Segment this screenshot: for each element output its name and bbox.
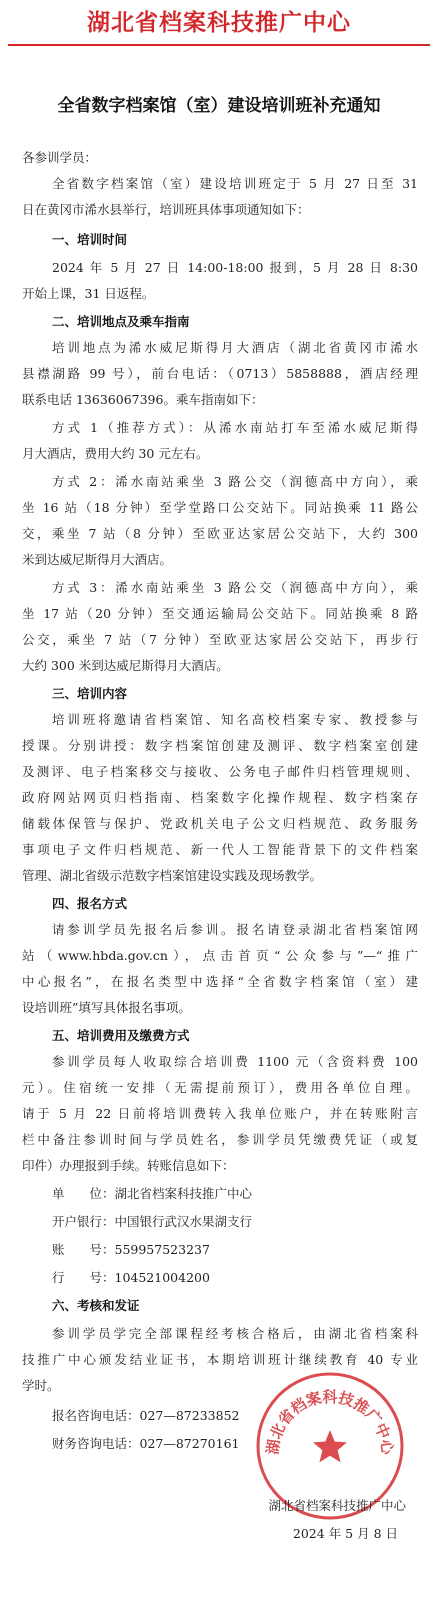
section-line: 及测评、电子档案移交与接收、公务电子邮件归档管理规则、 [22,764,418,779]
route-option-3: 坐 17 站（20 分钟）至交通运输局公交站下。同站换乘 8 路 [22,606,418,621]
intro-line: 全省数字档案馆（室）建设培训班定于 5 月 27 日至 31 [52,176,418,191]
account-unit: 单 位：湖北省档案科技推广中心 [52,1186,253,1201]
route-option-1: 月大酒店，费用大约 30 元左右。 [22,446,209,461]
section-line: 授课。分别讲授：数字档案馆创建及测评、数字档案室创建 [22,738,418,753]
notice-title: 全省数字档案馆（室）建设培训班补充通知 [57,96,381,116]
route-option-3: 大约 300 米到达威尼斯得月大酒店。 [22,658,229,673]
section-line: 请于 5 月 22 日前将培训费转入我单位账户，并在转账附言 [22,1106,418,1121]
letterhead-red-rule [8,44,430,46]
salutation: 各参训学员： [22,150,98,165]
section-line: 技推广中心颁发结业证书，本期培训班计继续教育 40 专业 [22,1352,418,1367]
section-line: 印件）办理报到手续。转账信息如下： [22,1158,235,1173]
section-line: 参训学员每人收取综合培训费 1100 元（含资料费 100 [52,1054,418,1069]
section-heading-location: 二、培训地点及乘车指南 [52,314,190,329]
section-line: 培训地点为浠水威尼斯得月大酒店（湖北省黄冈市浠水 [52,340,418,355]
route-option-1: 方式 1（推荐方式）：从浠水南站打车至浠水威尼斯得 [52,420,418,435]
account-number: 账 号：559957523237 [52,1242,210,1257]
letterhead-org-name: 湖北省档案科技推广中心 [87,10,351,36]
account-bank: 开户银行：中国银行武汉水果湖支行 [52,1214,253,1229]
section-line: 县襟湖路 99 号），前台电话：（0713）5858888，酒店经理 [22,366,418,381]
route-option-2: 交，乘坐 7 站（8 分钟）至欧亚达家居公交站下，大约 300 [22,526,418,541]
route-option-3: 公交，乘坐 7 站（7 分钟）至欧亚达家居公交站下，再步行 [22,632,418,647]
section-line: 设培训班”填写具体报名事项。 [22,1000,191,1015]
section-heading-fees: 五、培训费用及缴费方式 [52,1028,190,1043]
route-option-2: 坐 16 站（18 分钟）至学堂路口公交站下。同站换乘 11 路公 [22,500,418,515]
account-bank-code: 行 号：104521004200 [52,1270,210,1285]
section-heading-assessment: 六、考核和发证 [52,1298,140,1313]
route-option-3: 方式 3：浠水南站乘坐 3 路公交（润德高中方向），乘 [52,580,418,595]
signature-org: 湖北省档案科技推广中心 [268,1498,406,1513]
contact-finance-phone: 财务咨询电话：027—87270161 [52,1436,240,1451]
section-line: 事项电子文件归档规范、新一代人工智能背景下的文件档案 [22,842,418,857]
section-line: 联系电话 13636067396。乘车指南如下： [22,392,264,407]
contact-registration-phone: 报名咨询电话：027—87233852 [52,1408,240,1423]
section-line: 请参训学员先报名后参训。报名请登录湖北省档案馆网 [52,922,418,937]
section-heading-time: 一、培训时间 [52,232,128,247]
signature-date: 2024 年 5 月 8 日 [292,1526,398,1541]
section-line: 政府网站网页归档指南、档案数字化操作规程、数字档案存 [22,790,418,805]
section-line: 站（www.hbda.gov.cn），点击首页“公众参与”—“推广 [22,948,418,963]
svg-text:湖北省档案科技推广中心: 湖北省档案科技推广中心 [263,1388,397,1456]
intro-line: 日在黄冈市浠水县举行，培训班具体事项通知如下： [22,202,310,217]
section-line: 2024 年 5 月 27 日 14:00-18:00 报到，5 月 28 日 8:30 [52,260,418,275]
section-line: 中心报名”，在报名类型中选择“全省数字档案馆（室）建 [22,974,418,989]
section-line: 管理、湖北省级示范数字档案馆建设实践及现场教学。 [22,868,323,883]
route-option-2: 方式 2：浠水南站乘坐 3 路公交（润德高中方向），乘 [52,474,418,489]
section-line: 参训学员学完全部课程经考核合格后，由湖北省档案科 [52,1326,418,1341]
section-line: 栏中备注参训时间与学员姓名，参训学员凭缴费凭证（或复 [22,1132,418,1147]
section-heading-content: 三、培训内容 [52,686,128,701]
section-line: 学时。 [22,1378,60,1393]
section-line: 元）。住宿统一安排（无需提前预订），费用各单位自理。 [22,1080,418,1095]
route-option-2: 米到达威尼斯得月大酒店。 [22,552,173,567]
section-line: 开始上课，31 日返程。 [22,286,155,301]
section-heading-registration: 四、报名方式 [52,896,128,911]
section-line: 储载体保管与保护、党政机关电子公文归档规范、政务服务 [22,816,418,831]
section-line: 培训班将邀请省档案馆、知名高校档案专家、教授参与 [52,712,418,727]
